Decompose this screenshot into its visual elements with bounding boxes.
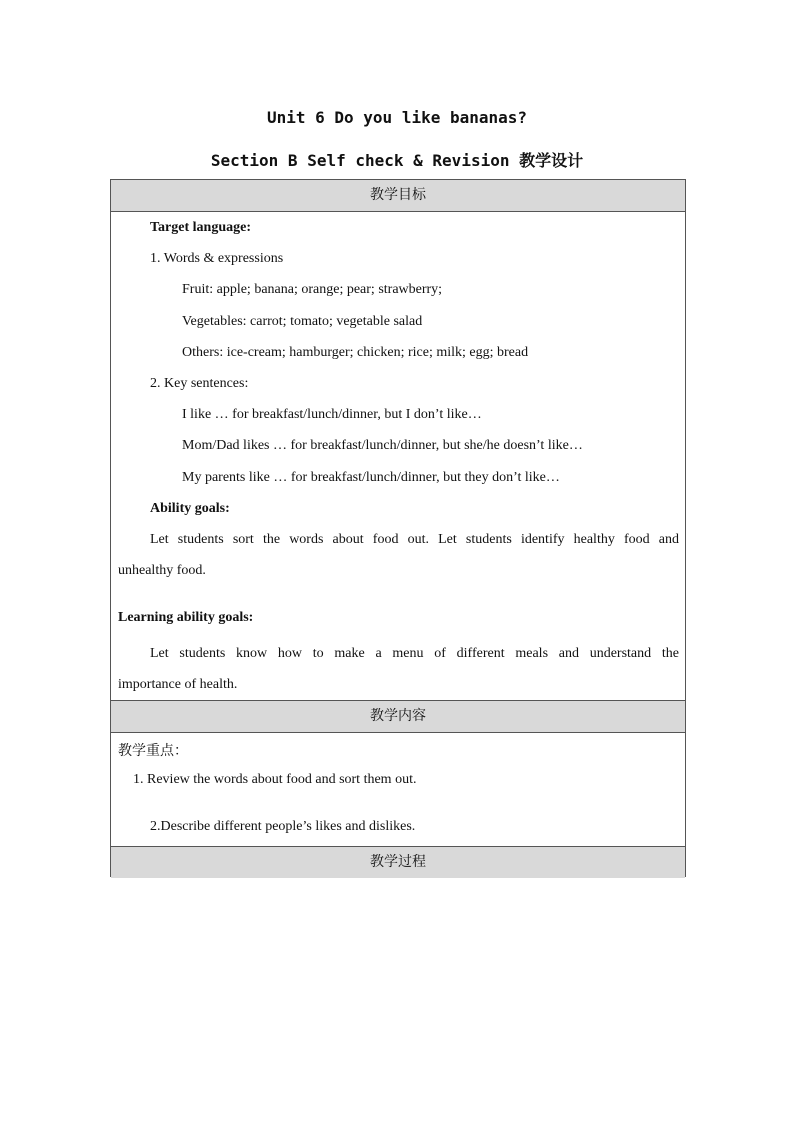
fruit-line: Fruit: apple; banana; orange; pear; strawberry; xyxy=(182,282,443,297)
ability-goals-line-1: Let students sort the words about food out. Let students identify healthy food and xyxy=(150,532,679,547)
key-points-heading: 教学重点： xyxy=(118,743,188,759)
key-point-2: 2.Describe different people’s likes and dislikes. xyxy=(150,819,416,834)
lesson-plan-table xyxy=(110,179,686,877)
learning-goals-heading: Learning ability goals: xyxy=(118,610,254,625)
sentence-3: My parents like … for breakfast/lunch/dinner, but they don’t like… xyxy=(182,470,560,485)
ability-goals-line-2: unhealthy food. xyxy=(118,563,206,578)
objectives-header: 教学目标 xyxy=(111,180,685,212)
sentence-1: I like … for breakfast/lunch/dinner, but I don’t like… xyxy=(182,407,482,422)
words-heading: 1. Words & expressions xyxy=(150,251,284,266)
content-header: 教学内容 xyxy=(111,700,685,733)
vegetables-line: Vegetables: carrot; tomato; vegetable salad xyxy=(182,314,423,329)
others-line: Others: ice-cream; hamburger; chicken; rice; milk; egg; bread xyxy=(182,345,529,360)
learning-goals-line-2: importance of health. xyxy=(118,677,238,692)
key-point-1: 1. Review the words about food and sort them out. xyxy=(133,772,417,787)
process-header: 教学过程 xyxy=(111,846,685,878)
sentence-2: Mom/Dad likes … for breakfast/lunch/dinner, but she/he doesn’t like… xyxy=(182,438,583,453)
learning-goals-line-1: Let students know how to make a menu of different meals and understand the xyxy=(150,646,679,661)
target-language-heading: Target language: xyxy=(150,220,251,235)
document-title: Unit 6 Do you like bananas? xyxy=(266,108,528,127)
document-subtitle: Section B Self check & Revision 教学设计 xyxy=(210,151,584,170)
ability-goals-heading: Ability goals: xyxy=(150,501,230,516)
sentences-heading: 2. Key sentences: xyxy=(150,376,249,391)
